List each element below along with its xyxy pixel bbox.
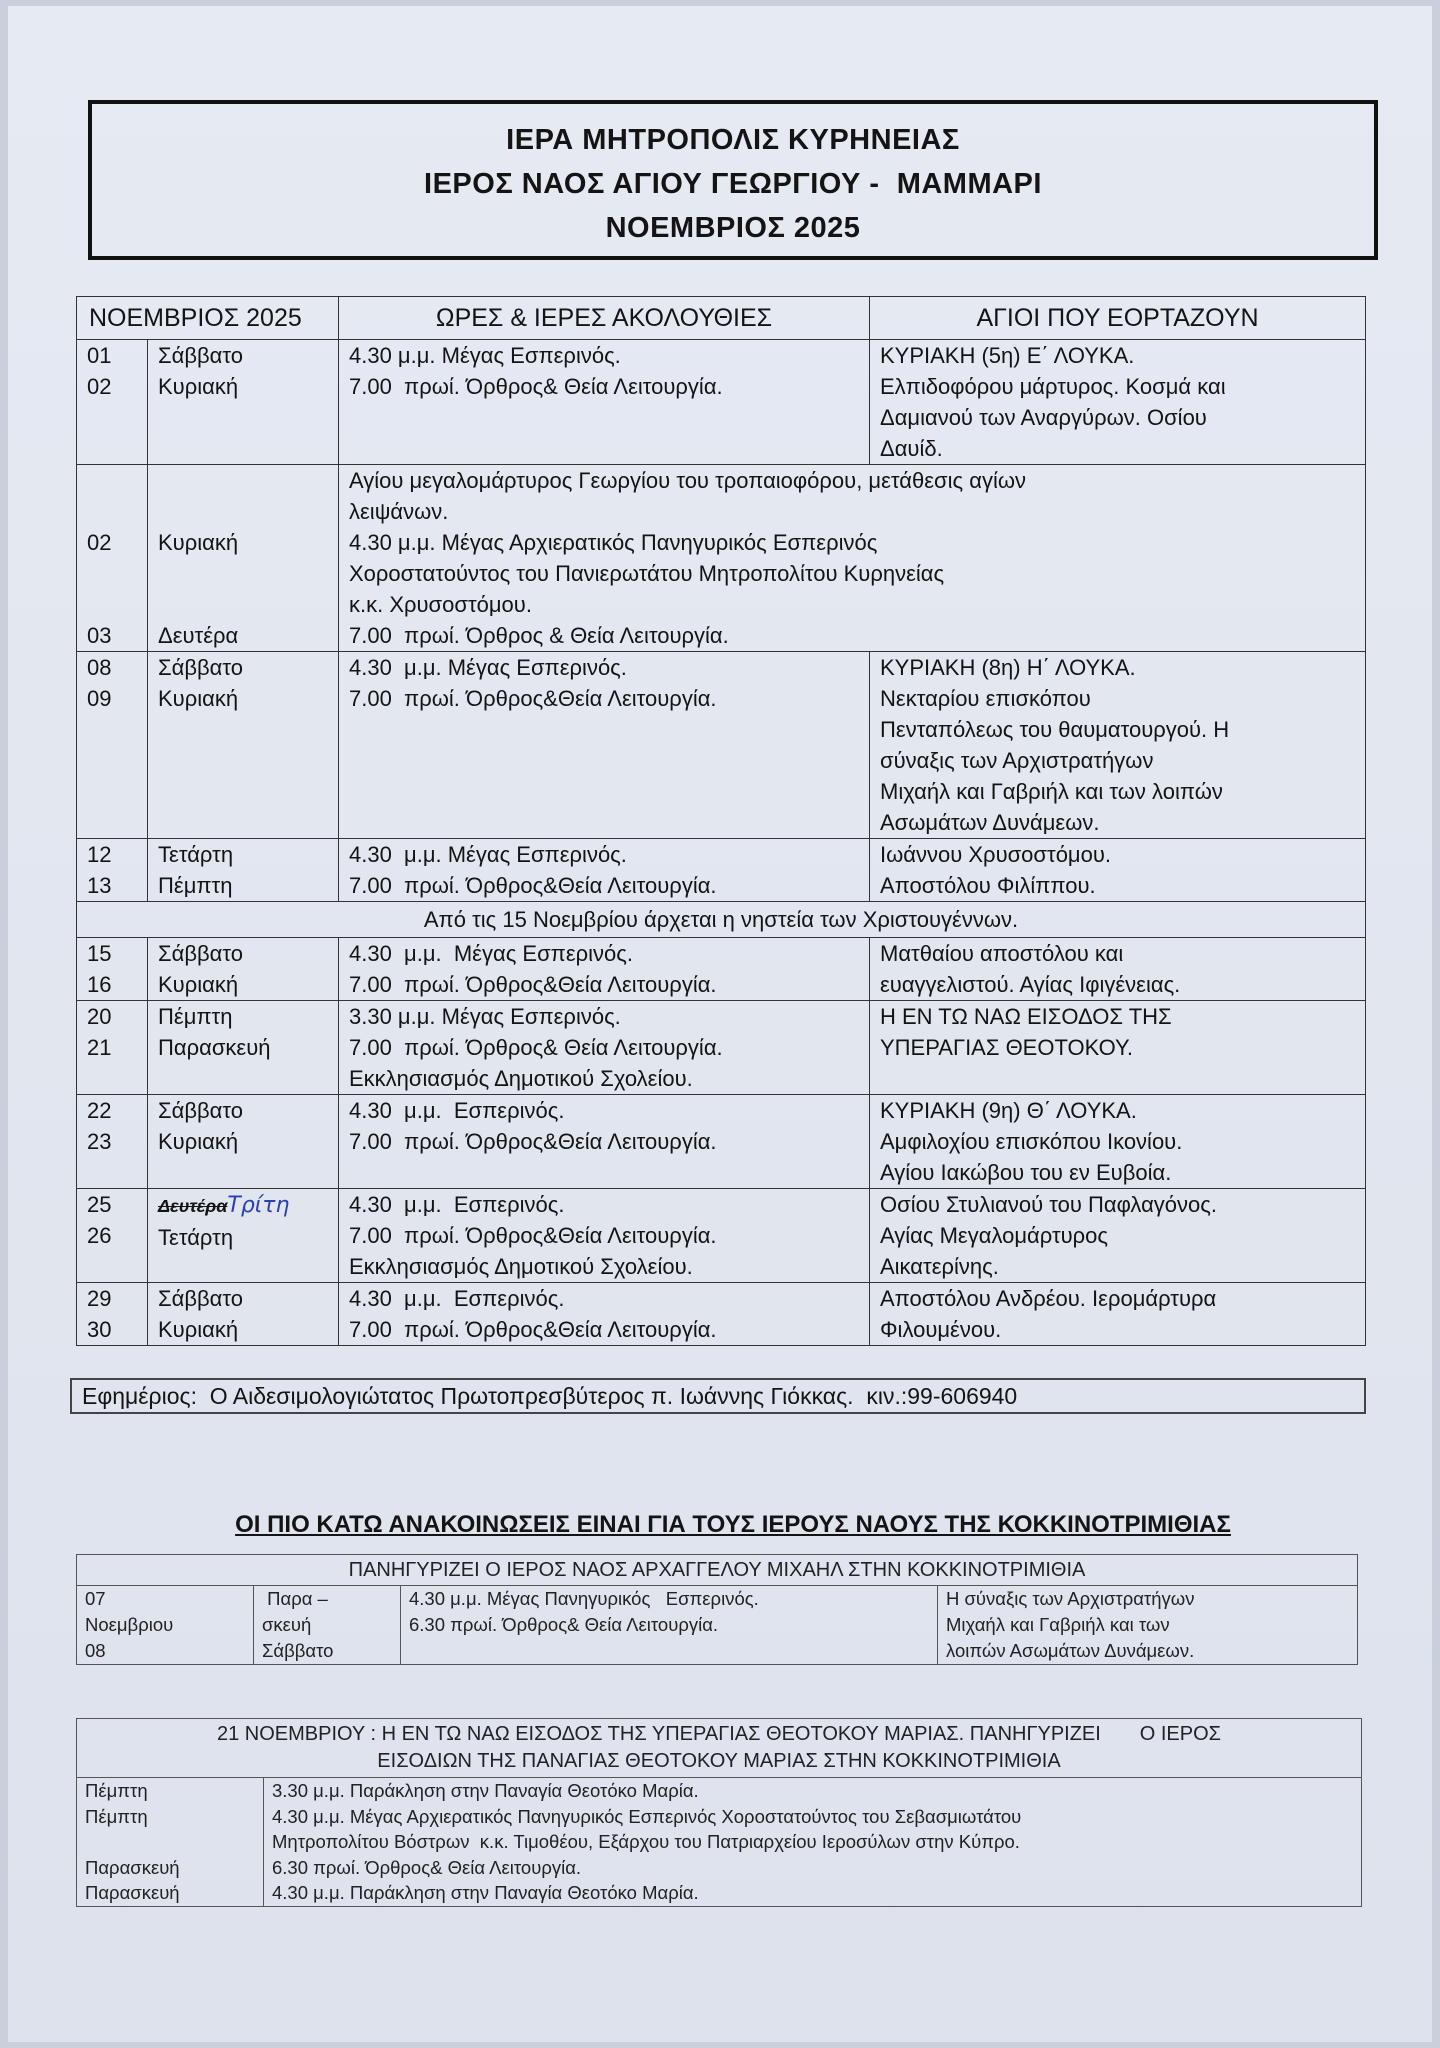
day-numbers-line: 01 [87,343,112,368]
saints [870,839,1366,902]
weekdays-line: Κυριακή [158,530,239,555]
schedule-row [77,1001,1366,1095]
day-numbers-line [87,465,137,496]
saints-line: Μιχαήλ και Γαβριήλ και των λοιπών [880,779,1223,804]
saints [870,1189,1366,1283]
services-line: 3.30 μ.μ. Μέγας Εσπερινός. [349,1004,621,1029]
services-line: 7.00 πρωί. Όρθρος&Θεία Λειτουργία. [349,1129,717,1154]
services-line: 7.00 πρωί. Όρθρος& Θεία Λειτουργία. [349,1035,723,1060]
struck-weekday: Δευτέρα [158,1196,228,1216]
saints-line: Δαμιανού των Αναργύρων. Οσίου [880,405,1207,430]
day-numbers-line: 03 [87,623,112,648]
services-line: 7.00 πρωί. Όρθρος&Θεία Λειτουργία. [349,1317,717,1342]
weekdays-line: Πέμπτη [158,873,233,898]
day-numbers-line: 02 [87,374,112,399]
service-line: 6.30 πρωί. Όρθρος& Θεία Λειτουργία. [272,1856,582,1878]
weekdays-line: Πέμπτη [158,1004,233,1029]
theotokos-table [76,1718,1362,1907]
saint-line: λοιπών Ασωμάτων Δυνάμεων. [946,1640,1195,1661]
services-line: 4.30 μ.μ. Εσπερινός. [349,1192,565,1217]
archangel-services [401,1586,938,1665]
weekdays-line: Τετάρτη [158,1225,234,1250]
weekdays [148,1189,339,1283]
theotokos-title-row [77,1719,1362,1778]
archangel-table [76,1554,1358,1665]
archangel-weekdays [254,1586,401,1665]
saints-line: Ιωάννου Χρυσοστόμου. [880,842,1111,867]
weekdays [148,652,339,839]
saints [870,1095,1366,1189]
saints-line: Αμφιλοχίου επισκόπου Ικονίου. [880,1129,1183,1154]
feast-services-line: Αγίου μεγαλομάρτυρος Γεωργίου του τροπαιοφόρου, μετάθεσις αγίων [349,468,1027,493]
weekdays [148,1095,339,1189]
day-numbers [77,839,148,902]
theotokos-row [77,1778,1362,1907]
date-line: Νοεμβριου [85,1614,174,1635]
schedule-row [77,465,1366,652]
announcements-heading: ΟΙ ΠΙΟ ΚΑΤΩ ΑΝΑΚΟΙΝΩΣΕΙΣ ΕΙΝΑΙ ΓΙΑ ΤΟΥΣ ΙΕΡΟΥΣ ΝΑΟΥΣ ΤΗΣ ΚΟΚΚΙΝΟΤΡΙΜΙΘΙΑΣ [235,1511,1231,1538]
paper-sheet [8,6,1432,2042]
archangel-title: ΠΑΝΗΓΥΡΙΖΕΙ Ο ΙΕΡΟΣ ΝΑΟΣ ΑΡΧΑΓΓΕΛΟΥ ΜΙΧΑΗΛ ΣΤΗΝ ΚΟΚΚΙΝΟΤΡΙΜΙΘΙΑ [77,1555,1358,1586]
services-line: Εκκλησιασμός Δημοτικού Σχολείου. [349,1254,693,1279]
weekday-line: Παρασκευή [85,1856,180,1878]
church-title: ΙΕΡΟΣ ΝΑΟΣ ΑΓΙΟΥ ΓΕΩΡΓΙΟΥ - ΜΑΜΜΑΡΙ [424,168,1042,200]
services-line: 4.30 μ.μ. Εσπερινός. [349,1286,565,1311]
schedule-row [77,1283,1366,1346]
services-line: 7.00 πρωί. Όρθρος& Θεία Λειτουργία. [349,374,723,399]
day-numbers [77,652,148,839]
weekdays [148,839,339,902]
weekdays-line: Σάββατο [158,655,243,680]
services-line: 4.30 μ.μ. Μέγας Εσπερινός. [349,941,634,966]
day-numbers [77,340,148,465]
saints [870,652,1366,839]
saints-line: Αγίας Μεγαλομάρτυρος [880,1223,1109,1248]
day-numbers-line: 08 [87,655,112,680]
services [339,652,870,839]
theotokos-weekdays [77,1778,264,1907]
services [339,938,870,1001]
services [339,839,870,902]
weekdays-line [158,558,328,589]
theotokos-services [264,1778,1362,1907]
weekday-line: Πέμπτη [85,1780,148,1801]
priest-info: Εφημέριος: Ο Αιδεσιμολογιώτατος Πρωτοπρεσβύτερος π. Ιωάννης Γιόκκας. κιν.:99-606940 [70,1378,1366,1414]
weekdays-line [158,465,328,496]
service-line: 4.30 μ.μ. Μέγας Πανηγυρικός Εσπερινός. [409,1588,759,1609]
services-line: 7.00 πρωί. Όρθρος&Θεία Λειτουργία. [349,1223,717,1248]
weekdays-line: Κυριακή [158,972,239,997]
day-numbers-line: 13 [87,873,112,898]
services [339,1283,870,1346]
weekdays-line: Παρασκευή [158,1035,271,1060]
col-header-month: ΝΟΕΜΒΡΙΟΣ 2025 [77,297,339,340]
feast-services-line: Χοροστατούντος του Πανιερωτάτου Μητροπολίτου Κυρηνείας [349,561,945,586]
saints-line: Φιλουμένου. [880,1317,1002,1342]
handwritten-correction: Τρίτη [227,1193,290,1218]
saints-line: Δαυίδ. [880,436,943,461]
weekdays-line [158,496,328,527]
weekdays-line [158,589,328,620]
day-numbers-line: 30 [87,1317,112,1342]
feast-services-line: 4.30 μ.μ. Μέγας Αρχιερατικός Πανηγυρικός Εσπερινός [349,530,878,555]
saints-line: Η ΕΝ ΤΩ ΝΑΩ ΕΙΣΟΔΟΣ ΤΗΣ [880,1004,1172,1029]
feast-services [339,465,1366,652]
weekday-line: Παρα – [262,1588,328,1609]
day-numbers-line: 15 [87,941,112,966]
day-numbers-line: 12 [87,842,112,867]
weekdays-line: Κυριακή [158,1317,239,1342]
saints-line: ΚΥΡΙΑΚΗ (8η) Η΄ ΛΟΥΚΑ. [880,655,1136,680]
month-title: ΝΟΕΜΒΡΙΟΣ 2025 [605,212,861,244]
saints-line: Πενταπόλεως του θαυματουργού. Η [880,717,1230,742]
weekdays-line: Κυριακή [158,686,239,711]
services-line: 7.00 πρωί. Όρθρος&Θεία Λειτουργία. [349,873,717,898]
date-line: 08 [85,1640,106,1661]
weekday-line: Παρασκευή [85,1882,180,1903]
saints-line: Οσίου Στυλιανού του Παφλαγόνος. [880,1192,1217,1217]
date-line: 07 [85,1588,106,1609]
day-numbers-line: 29 [87,1286,112,1311]
services [339,1189,870,1283]
weekday-line [85,1829,255,1855]
weekdays [148,938,339,1001]
day-numbers-line [87,558,137,589]
saints-line: Αποστόλου Ανδρέου. Ιερομάρτυρα [880,1286,1217,1311]
archangel-dates [77,1586,254,1665]
day-numbers-line: 22 [87,1098,112,1123]
day-numbers-line: 20 [87,1004,112,1029]
weekdays [148,1283,339,1346]
service-line: 3.30 μ.μ. Παράκληση στην Παναγία Θεοτόκο Μαρία. [272,1780,699,1801]
schedule-row [77,1095,1366,1189]
saint-line: Η σύναξις των Αρχιστρατήγων [946,1588,1195,1609]
feast-services-line: λειψάνων. [349,499,449,524]
service-line: 4.30 μ.μ. Παράκληση στην Παναγία Θεοτόκο Μαρία. [272,1882,699,1903]
day-numbers-line: 09 [87,686,112,711]
day-numbers-line [87,589,137,620]
services-line: 4.30 μ.μ. Μέγας Εσπερινός. [349,343,621,368]
weekdays-line [158,1189,328,1222]
day-numbers-line: 25 [87,1192,112,1217]
theotokos-title [77,1719,1362,1778]
archangel-row [77,1586,1358,1665]
saints [870,1001,1366,1095]
services [339,1001,870,1095]
title-box [88,100,1378,260]
fasting-notice: Από τις 15 Νοεμβρίου άρχεται η νηστεία των Χριστουγέννων. [77,902,1366,938]
saints-line: Ασωμάτων Δυνάμεων. [880,810,1100,835]
services-line: Εκκλησιασμός Δημοτικού Σχολείου. [349,1066,693,1091]
day-numbers [77,1189,148,1283]
services-line: 7.00 πρωί. Όρθρος&Θεία Λειτουργία. [349,972,717,997]
weekday-line: Πέμπτη [85,1805,148,1827]
archangel-saints [938,1586,1358,1665]
weekdays-line: Δευτέρα [158,623,239,648]
saints-line: Αικατερίνης. [880,1254,999,1279]
day-numbers-line: 26 [87,1223,112,1248]
weekdays [148,465,339,652]
schedule-header-row [77,297,1366,340]
service-line: Μητροπολίτου Βόστρων κ.κ. Τιμοθέου, Εξάρχου του Πατριαρχείου Ιεροσύλων στην Κύπρο. [272,1831,1020,1852]
saints-line: ΚΥΡΙΑΚΗ (9η) Θ΄ ΛΟΥΚΑ. [880,1098,1137,1123]
day-numbers-line: 21 [87,1035,112,1060]
saints-line: Νεκταρίου επισκόπου [880,686,1091,711]
saints-line: ΥΠΕΡΑΓΙΑΣ ΘΕΟΤΟΚΟΥ. [880,1035,1133,1060]
feast-services-line: 7.00 πρωί. Όρθρος & Θεία Λειτουργία. [349,623,729,648]
day-numbers-line [87,496,137,527]
saints [870,938,1366,1001]
day-numbers [77,1095,148,1189]
service-line: 4.30 μ.μ. Μέγας Αρχιερατικός Πανηγυρικός Εσπερινός Χοροστατούντος του Σεβασμιωτάτου [272,1805,1022,1827]
schedule-row [77,1189,1366,1283]
saints-line: ευαγγελιστού. Αγίας Ιφιγένειας. [880,972,1181,997]
saints [870,1283,1366,1346]
weekdays-line: Τετάρτη [158,842,234,867]
weekdays [148,1001,339,1095]
service-line: 6.30 πρωί. Όρθρος& Θεία Λειτουργία. [409,1614,719,1635]
col-header-saints: ΑΓΙΟΙ ΠΟΥ ΕΟΡΤΑΖΟΥΝ [870,297,1366,340]
theotokos-title-line: ΕΙΣΟΔΙΩΝ ΤΗΣ ΠΑΝΑΓΙΑΣ ΘΕΟΤΟΚΟΥ ΜΑΡΙΑΣ ΣΤΗΝ ΚΟΚΚΙΝΟΤΡΙΜΙΘΙΑ [377,1750,1061,1772]
weekdays-line: Σάββατο [158,1286,243,1311]
saints-line: Ελπιδοφόρου μάρτυρος. Κοσμά και [880,374,1226,399]
weekdays-line: Σάββατο [158,343,243,368]
schedule-row [77,938,1366,1001]
day-numbers [77,1283,148,1346]
saint-line: Μιχαήλ και Γαβριήλ και των [946,1614,1170,1635]
weekdays-line: Σάββατο [158,1098,243,1123]
services [339,340,870,465]
day-numbers [77,938,148,1001]
weekdays-line: Κυριακή [158,1129,239,1154]
services-line: 4.30 μ.μ. Εσπερινός. [349,1098,565,1123]
archangel-title-row [77,1555,1358,1586]
services-line: 7.00 πρωί. Όρθρος&Θεία Λειτουργία. [349,686,717,711]
schedule-row [77,839,1366,902]
day-numbers-line: 02 [87,530,112,555]
theotokos-title-line: 21 ΝΟΕΜΒΡΙΟΥ : Η ΕΝ ΤΩ ΝΑΩ ΕΙΣΟΔΟΣ ΤΗΣ ΥΠΕΡΑΓΙΑΣ ΘΕΟΤΟΚΟΥ ΜΑΡΙΑΣ. ΠΑΝΗΓΥΡΙΖΕΙ Ο ΙΕΡΟΣ [216,1723,1221,1745]
services [339,1095,870,1189]
weekdays-line: Σάββατο [158,941,243,966]
notice-row [77,902,1366,938]
schedule-row [77,340,1366,465]
schedule-row [77,652,1366,839]
weekday-line: Σάββατο [262,1640,334,1661]
saints [870,340,1366,465]
metropolis-title: ΙΕΡΑ ΜΗΤΡΟΠΟΛΙΣ ΚΥΡΗΝΕΙΑΣ [506,124,960,156]
schedule-table [76,296,1366,1346]
day-numbers-line: 16 [87,972,112,997]
saints-line: Αγίου Ιακώβου του εν Ευβοία. [880,1160,1172,1185]
saints-line: σύναξις των Αρχιστρατήγων [880,748,1154,773]
col-header-services: ΩΡΕΣ & ΙΕΡΕΣ ΑΚΟΛΟΥΘΙΕΣ [339,297,870,340]
saints-line: Αποστόλου Φιλίππου. [880,873,1096,898]
day-numbers [77,465,148,652]
weekday-line: σκευή [262,1614,312,1635]
schedule-body [77,340,1366,1346]
day-numbers-line: 23 [87,1129,112,1154]
saints-line: Ματθαίου αποστόλου και [880,941,1124,966]
saints-line: ΚΥΡΙΑΚΗ (5η) Ε΄ ΛΟΥΚΑ. [880,343,1135,368]
services-line: 4.30 μ.μ. Μέγας Εσπερινός. [349,655,627,680]
weekdays-line: Κυριακή [158,374,239,399]
services-line: 4.30 μ.μ. Μέγας Εσπερινός. [349,842,627,867]
day-numbers [77,1001,148,1095]
feast-services-line: κ.κ. Χρυσοστόμου. [349,592,532,617]
weekdays [148,340,339,465]
